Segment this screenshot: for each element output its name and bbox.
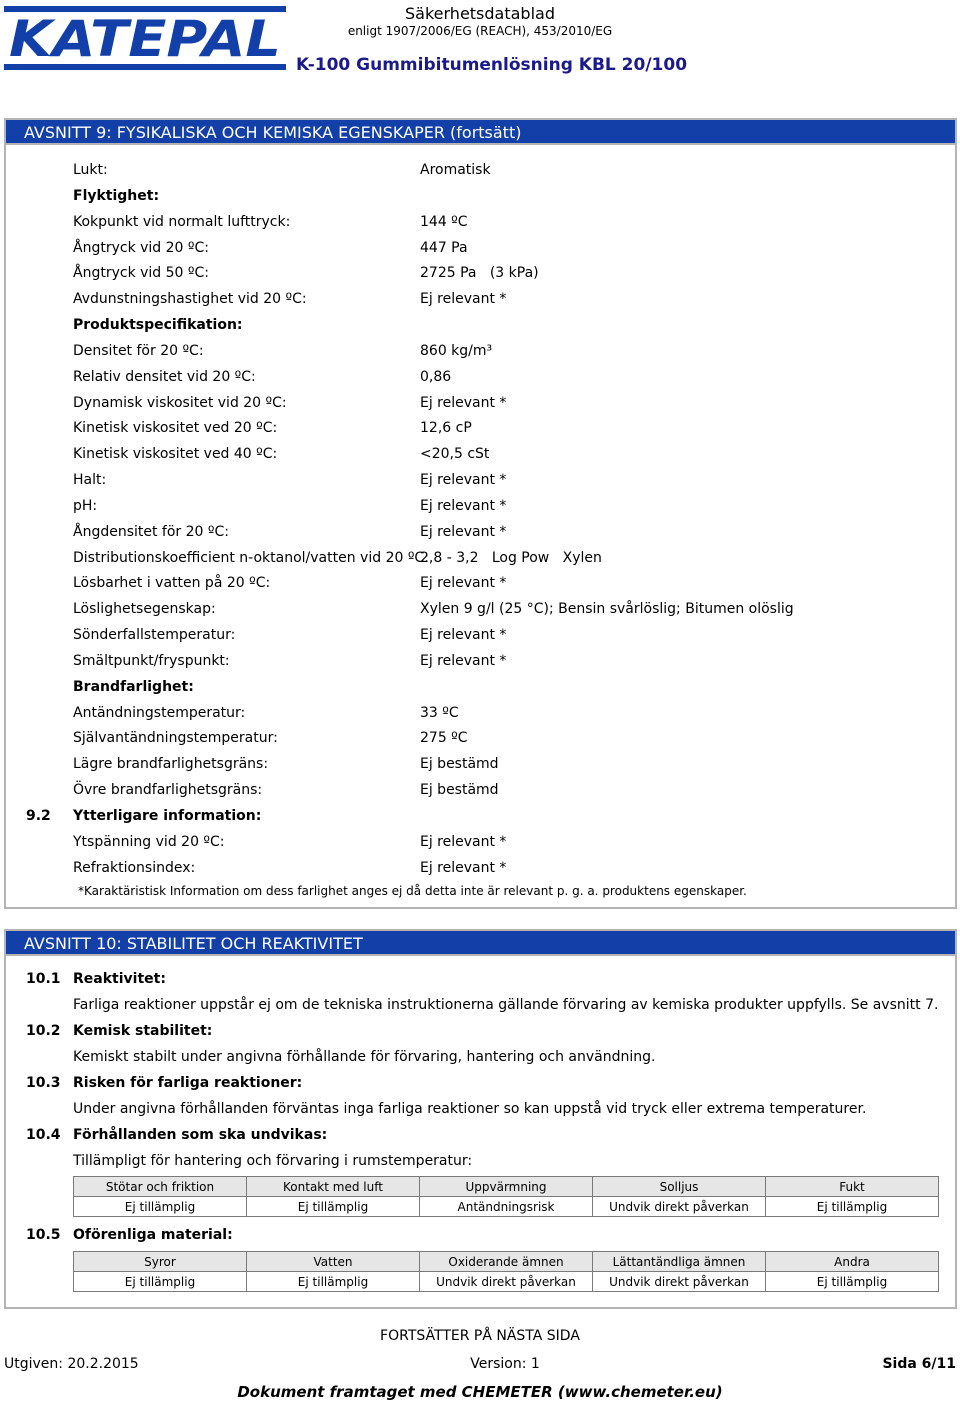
property-label: Lösbarhet i vatten på 20 ºC: xyxy=(73,575,271,591)
property-value: 275 ºC xyxy=(420,730,468,746)
product-name: K-100 Gummibitumenlösning KBL 20/100 xyxy=(296,55,688,75)
property-label: Avdunstningshastighet vid 20 ºC: xyxy=(73,291,307,307)
table-cell: Ej tillämplig xyxy=(74,1272,247,1292)
table-cell: Undvik direkt påverkan xyxy=(420,1272,593,1292)
incompatible-materials-table xyxy=(73,1251,939,1292)
paragraph: Under angivna förhållanden förväntas inga farliga reaktioner so kan uppstå vid tryck eller extrema temperaturer. xyxy=(73,1101,867,1117)
document-title: Säkerhetsdatablad xyxy=(405,4,555,23)
property-label: Ångtryck vid 50 ºC: xyxy=(73,265,209,281)
group-label: Brandfarlighet: xyxy=(73,679,194,695)
table-header-cell: Andra xyxy=(766,1252,939,1272)
property-value: 2725 Pa (3 kPa) xyxy=(420,265,539,281)
property-label: Ångdensitet för 20 ºC: xyxy=(73,524,229,540)
logo-text: KATEPAL xyxy=(9,10,281,68)
paragraph: Tillämpligt för hantering och förvaring i rumstemperatur: xyxy=(73,1153,473,1169)
property-value: 12,6 cP xyxy=(420,420,472,436)
property-label: Halt: xyxy=(73,472,107,488)
continues-notice: FORTSÄTTER PÅ NÄSTA SIDA xyxy=(380,1328,580,1344)
paragraph: Farliga reaktioner uppstår ej om de tekniska instruktionerna gällande förvaring av kemiska produkter uppfylls. Se avsnitt 7. xyxy=(73,997,939,1013)
table-header-cell: Vatten xyxy=(247,1252,420,1272)
property-label: Smältpunkt/fryspunkt: xyxy=(73,653,230,669)
property-value: Ej relevant * xyxy=(420,291,507,307)
version-label: Version: 1 xyxy=(470,1356,540,1372)
property-label: Ångtryck vid 20 ºC: xyxy=(73,240,209,256)
subsection-title: Oförenliga material: xyxy=(73,1227,233,1243)
generator-credit: Dokument framtaget med CHEMETER (www.chemeter.eu) xyxy=(237,1383,723,1401)
section-9-title: AVSNITT 9: FYSIKALISKA OCH KEMISKA EGENSKAPER (fortsätt) xyxy=(6,120,955,145)
property-label: Refraktionsindex: xyxy=(73,860,196,876)
paragraph: Kemiskt stabilt under angivna förhållande för förvaring, hantering och användning. xyxy=(73,1049,656,1065)
property-value: 33 ºC xyxy=(420,705,459,721)
subsection-number: 10.5 xyxy=(26,1227,61,1243)
regulation-reference: enligt 1907/2006/EG (REACH), 453/2010/EG xyxy=(347,24,613,38)
property-label: Självantändningstemperatur: xyxy=(73,730,278,746)
conditions-table xyxy=(73,1176,939,1217)
property-value: Ej relevant * xyxy=(420,395,507,411)
table-cell: Undvik direkt påverkan xyxy=(593,1197,766,1217)
subsection-title: Risken för farliga reaktioner: xyxy=(73,1075,303,1091)
property-value: 2,8 - 3,2 Log Pow Xylen xyxy=(420,550,602,566)
table-cell: Antändningsrisk xyxy=(420,1197,593,1217)
property-value: Aromatisk xyxy=(420,162,491,178)
subsection-title: Reaktivitet: xyxy=(73,971,166,987)
property-value: Ej relevant * xyxy=(420,524,507,540)
property-value: Ej relevant * xyxy=(420,834,507,850)
property-value: Ej relevant * xyxy=(420,498,507,514)
table-header-cell: Syror xyxy=(74,1252,247,1272)
property-value: Ej relevant * xyxy=(420,860,507,876)
property-value: Xylen 9 g/l (25 °C); Bensin svårlöslig; Bitumen olöslig xyxy=(420,601,794,617)
table-cell: Ej tillämplig xyxy=(74,1197,247,1217)
section-10 xyxy=(4,929,957,1309)
subsection-number: 10.1 xyxy=(26,971,61,987)
table-cell: Undvik direkt påverkan xyxy=(593,1272,766,1292)
property-value: Ej relevant * xyxy=(420,653,507,669)
property-label: Lukt: xyxy=(73,162,108,178)
property-value: 0,86 xyxy=(420,369,452,385)
property-value: 860 kg/m³ xyxy=(420,343,493,359)
property-label: Kinetisk viskositet ved 20 ºC: xyxy=(73,420,278,436)
property-value: 144 ºC xyxy=(420,214,468,230)
property-label: Antändningstemperatur: xyxy=(73,705,246,721)
property-label: Kokpunkt vid normalt lufttryck: xyxy=(73,214,291,230)
property-value: 447 Pa xyxy=(420,240,468,256)
subsection-title: Ytterligare information: xyxy=(73,808,262,824)
subsection-number: 10.2 xyxy=(26,1023,61,1039)
property-label: Distributionskoefficient n-oktanol/vatten vid 20 ºC: xyxy=(73,550,429,566)
property-label: Sönderfallstemperatur: xyxy=(73,627,236,643)
table-header-cell: Uppvärmning xyxy=(420,1177,593,1197)
section-9 xyxy=(4,118,957,909)
subsection-number: 10.3 xyxy=(26,1075,61,1091)
property-label: Densitet för 20 ºC: xyxy=(73,343,204,359)
group-label: Produktspecifikation: xyxy=(73,317,243,333)
table-row xyxy=(74,1197,939,1217)
table-cell: Ej tillämplig xyxy=(766,1272,939,1292)
property-label: Ytspänning vid 20 ºC: xyxy=(73,834,225,850)
table-row xyxy=(74,1272,939,1292)
property-value: Ej relevant * xyxy=(420,627,507,643)
section-10-title: AVSNITT 10: STABILITET OCH REAKTIVITET xyxy=(6,931,955,956)
table-header-cell: Fukt xyxy=(766,1177,939,1197)
table-header-row xyxy=(74,1252,939,1272)
table-header-cell: Lättantändliga ämnen xyxy=(593,1252,766,1272)
table-header-cell: Oxiderande ämnen xyxy=(420,1252,593,1272)
page-number: Sida 6/11 xyxy=(882,1356,956,1372)
katepal-logo xyxy=(4,6,286,70)
property-value: Ej relevant * xyxy=(420,472,507,488)
property-label: Övre brandfarlighetsgräns: xyxy=(73,782,263,798)
property-label: Relativ densitet vid 20 ºC: xyxy=(73,369,256,385)
property-value: Ej bestämd xyxy=(420,782,499,798)
table-header-cell: Stötar och friktion xyxy=(74,1177,247,1197)
table-cell: Ej tillämplig xyxy=(766,1197,939,1217)
footnote: *Karaktäristisk Information om dess farlighet anges ej då detta inte är relevant p. g. a. produktens egenskaper. xyxy=(78,884,747,898)
table-header-cell: Kontakt med luft xyxy=(247,1177,420,1197)
group-label: Flyktighet: xyxy=(73,188,160,204)
property-label: Kinetisk viskositet ved 40 ºC: xyxy=(73,446,278,462)
subsection-title: Kemisk stabilitet: xyxy=(73,1023,213,1039)
subsection-number: 9.2 xyxy=(26,808,51,824)
table-cell: Ej tillämplig xyxy=(247,1197,420,1217)
subsection-title: Förhållanden som ska undvikas: xyxy=(73,1127,328,1143)
property-label: Lägre brandfarlighetsgräns: xyxy=(73,756,269,772)
property-value: <20,5 cSt xyxy=(420,446,490,462)
property-label: Dynamisk viskositet vid 20 ºC: xyxy=(73,395,287,411)
subsection-number: 10.4 xyxy=(26,1127,61,1143)
issue-date: Utgiven: 20.2.2015 xyxy=(4,1356,139,1372)
property-label: Löslighetsegenskap: xyxy=(73,601,216,617)
property-value: Ej bestämd xyxy=(420,756,499,772)
table-cell: Ej tillämplig xyxy=(247,1272,420,1292)
property-value: Ej relevant * xyxy=(420,575,507,591)
table-header-row xyxy=(74,1177,939,1197)
property-label: pH: xyxy=(73,498,98,514)
table-header-cell: Solljus xyxy=(593,1177,766,1197)
